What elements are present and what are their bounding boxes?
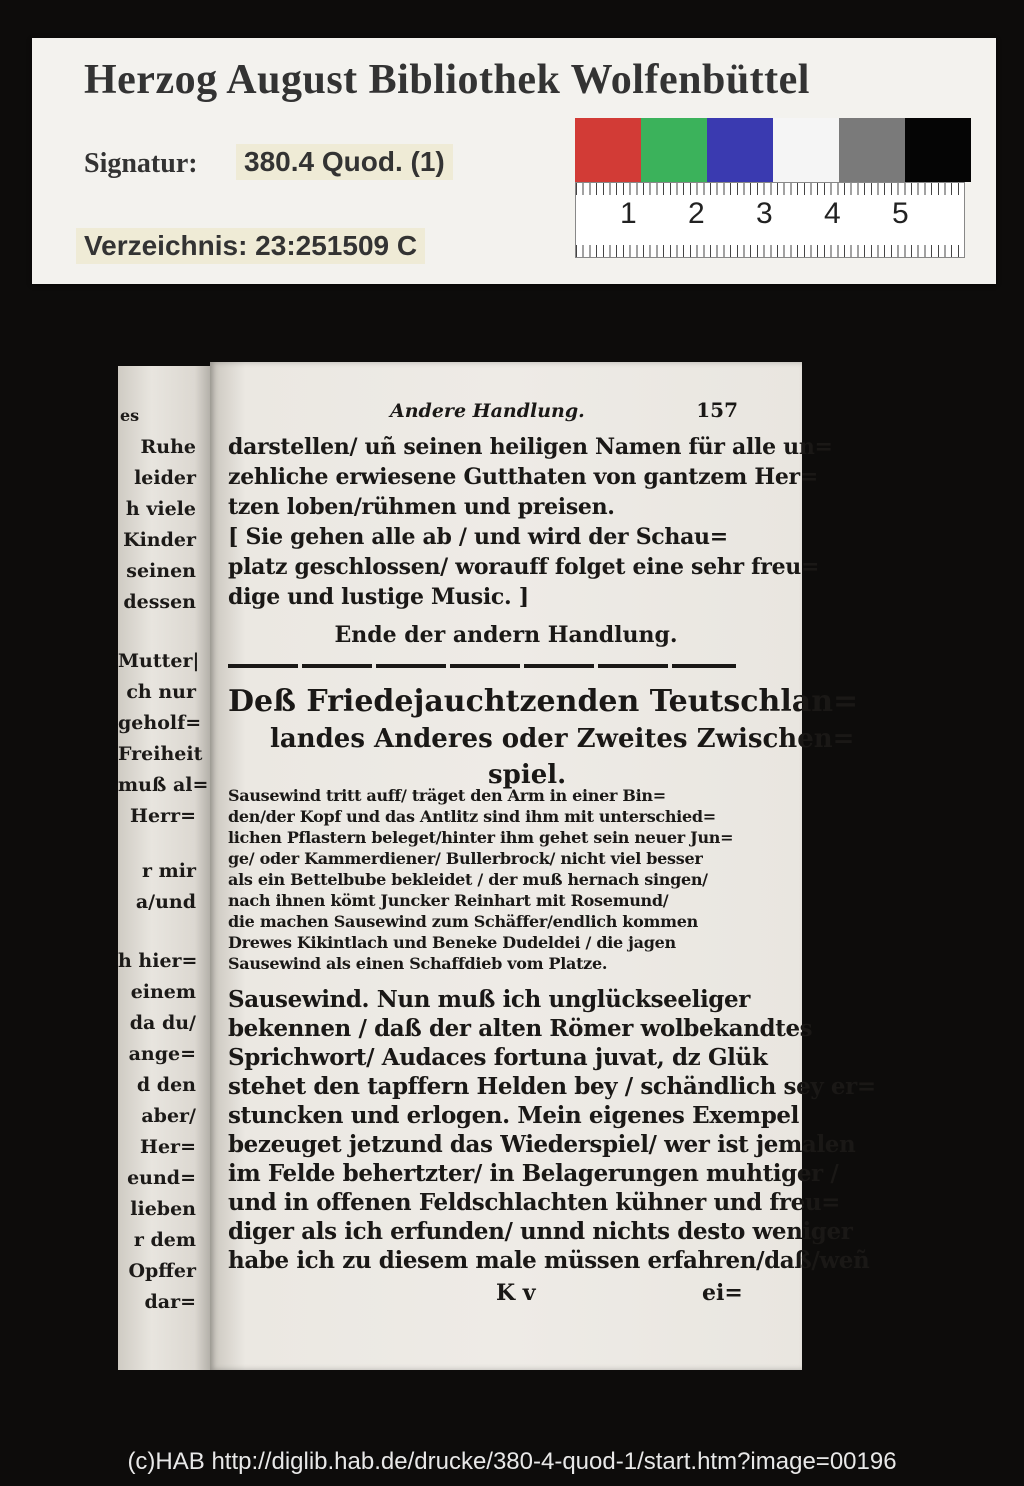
scale-ruler	[575, 182, 965, 258]
left-page-strip	[118, 366, 214, 1370]
text-line: diger als ich erfunden/ unnd nichts desto weniger	[228, 1218, 853, 1245]
text-line: lichen Pflastern beleget/hinter ihm gehet sein neuer Jun=	[228, 828, 734, 847]
ruler-ticks-top	[576, 183, 964, 195]
color-swatch	[707, 118, 773, 182]
left-page-block-b	[118, 646, 214, 832]
left-page-line: d den	[136, 1074, 196, 1096]
left-page-line: da du/	[129, 1012, 196, 1034]
ruler-numbers	[620, 197, 960, 231]
text-line: Sprichwort/ Audaces fortuna juvat, dz Glük	[228, 1044, 768, 1071]
left-page-line: muß al=	[118, 774, 209, 796]
text-line: bezeuget jetzund das Wiederspiel/ wer ist jemalen	[228, 1131, 856, 1158]
section-rule	[228, 664, 736, 668]
left-page-block-d	[118, 946, 214, 1318]
left-page-line: leider	[134, 467, 196, 489]
left-page-line: h viele	[125, 498, 196, 520]
text-line: Sausewind. Nun muß ich unglückseeliger	[228, 986, 750, 1013]
interlude-heading-line-2: landes Anderes oder Zweites Zwischen=	[270, 724, 855, 754]
left-page-line: Mutter|	[118, 650, 200, 672]
signatur-label: Signatur:	[84, 148, 198, 179]
left-page-line: Ruhe	[140, 436, 196, 458]
left-page-line: dessen	[123, 591, 196, 613]
left-page-line: Kinder	[123, 529, 196, 551]
text-line: zehliche erwiesene Gutthaten von gantzem Her=	[228, 464, 818, 490]
text-line: darstellen/ uñ seinen heiligen Namen für alle un=	[228, 434, 833, 460]
left-page-line: r mir	[142, 860, 196, 882]
left-page-line: Opffer	[128, 1260, 196, 1282]
catchword: ei=	[702, 1280, 743, 1306]
text-line: stuncken und erlogen. Mein eigenes Exempel	[228, 1102, 799, 1129]
ruler-number: 5	[892, 197, 909, 230]
text-line: platz geschlossen/ worauff folget eine sehr freu=	[228, 554, 820, 580]
left-page-line: eund=	[127, 1167, 196, 1189]
left-page-block-a	[118, 432, 214, 618]
left-page-line: seinen	[126, 560, 196, 582]
copyright-footer: (c)HAB http://diglib.hab.de/drucke/380-4-quod-1/start.htm?image=00196	[127, 1448, 897, 1475]
signatur-value: 380.4 Quod. (1)	[236, 144, 453, 180]
text-line: stehet den tapffern Helden bey / schändlich sey er=	[228, 1073, 876, 1100]
text-line: Drewes Kikintlach und Beneke Dudeldei / die jagen	[228, 933, 676, 952]
left-page-line: ange=	[128, 1043, 196, 1065]
page-number: 157	[696, 398, 738, 422]
end-of-act-line: Ende der andern Handlung.	[334, 622, 678, 648]
library-title: Herzog August Bibliothek Wolfenbüttel	[84, 57, 810, 103]
left-page-line: Freiheit	[118, 743, 203, 765]
signature-mark: K v	[496, 1280, 536, 1306]
color-swatch	[575, 118, 641, 182]
library-header-card	[32, 38, 996, 284]
left-page-line: h hier=	[118, 950, 198, 972]
interlude-heading-line-1: Deß Friedejauchtzenden Teutschlan=	[228, 684, 859, 719]
text-line: Sausewind tritt auff/ träget den Arm in einer Bin=	[228, 786, 666, 805]
color-calibration-swatches	[575, 118, 971, 182]
ruler-number: 1	[620, 197, 637, 230]
interlude-heading-line-3: spiel.	[488, 760, 567, 790]
left-page-line: Herr=	[130, 805, 196, 827]
verzeichnis-label: Verzeichnis: 23:251509 C	[76, 228, 425, 264]
text-line: nach ihnen kömt Juncker Reinhart mit Rosemund/	[228, 891, 669, 910]
ruler-ticks-bottom	[576, 245, 964, 257]
color-swatch	[905, 118, 971, 182]
ruler-number: 2	[688, 197, 705, 230]
left-page-line: dar=	[144, 1291, 196, 1313]
text-line: die machen Sausewind zum Schäffer/endlich kommen	[228, 912, 698, 931]
left-page-line: ch nur	[126, 681, 196, 703]
color-swatch	[773, 118, 839, 182]
text-line: ge/ oder Kammerdiener/ Bullerbrock/ nicht viel besser	[228, 849, 703, 868]
left-page-line: geholf=	[118, 712, 202, 734]
left-page-block-c	[118, 856, 214, 918]
running-head: Andere Handlung.	[390, 400, 585, 422]
text-line: habe ich zu diesem male müssen erfahren/daß/weñ	[228, 1247, 870, 1274]
ruler-number: 3	[756, 197, 773, 230]
text-line: Sausewind als einen Schaffdieb vom Platze.	[228, 954, 608, 973]
left-page-line: einem	[130, 981, 196, 1003]
text-line: [ Sie gehen alle ab / und wird der Schau=	[228, 524, 728, 550]
left-page-line: Her=	[140, 1136, 196, 1158]
book-page	[210, 362, 876, 1370]
left-page-line: a/und	[135, 891, 196, 913]
color-swatch	[839, 118, 905, 182]
text-line: als ein Bettelbube bekleidet / der muß hernach singen/	[228, 870, 708, 889]
text-line: im Felde behertzter/ in Belagerungen muhtiger /	[228, 1160, 839, 1187]
left-page-header-fragment: es	[120, 406, 140, 425]
text-line: den/der Kopf und das Antlitz sind ihm mit unterschied=	[228, 807, 716, 826]
left-page-line: r dem	[133, 1229, 196, 1251]
color-swatch	[641, 118, 707, 182]
text-line: tzen loben/rühmen und preisen.	[228, 494, 615, 520]
left-page-line: aber/	[141, 1105, 196, 1127]
text-line: dige und lustige Music. ]	[228, 584, 529, 610]
ruler-number: 4	[824, 197, 841, 230]
text-line: und in offenen Feldschlachten kühner und freu=	[228, 1189, 841, 1216]
text-line: bekennen / daß der alten Römer wolbekandtes	[228, 1015, 813, 1042]
left-page-line: lieben	[130, 1198, 196, 1220]
